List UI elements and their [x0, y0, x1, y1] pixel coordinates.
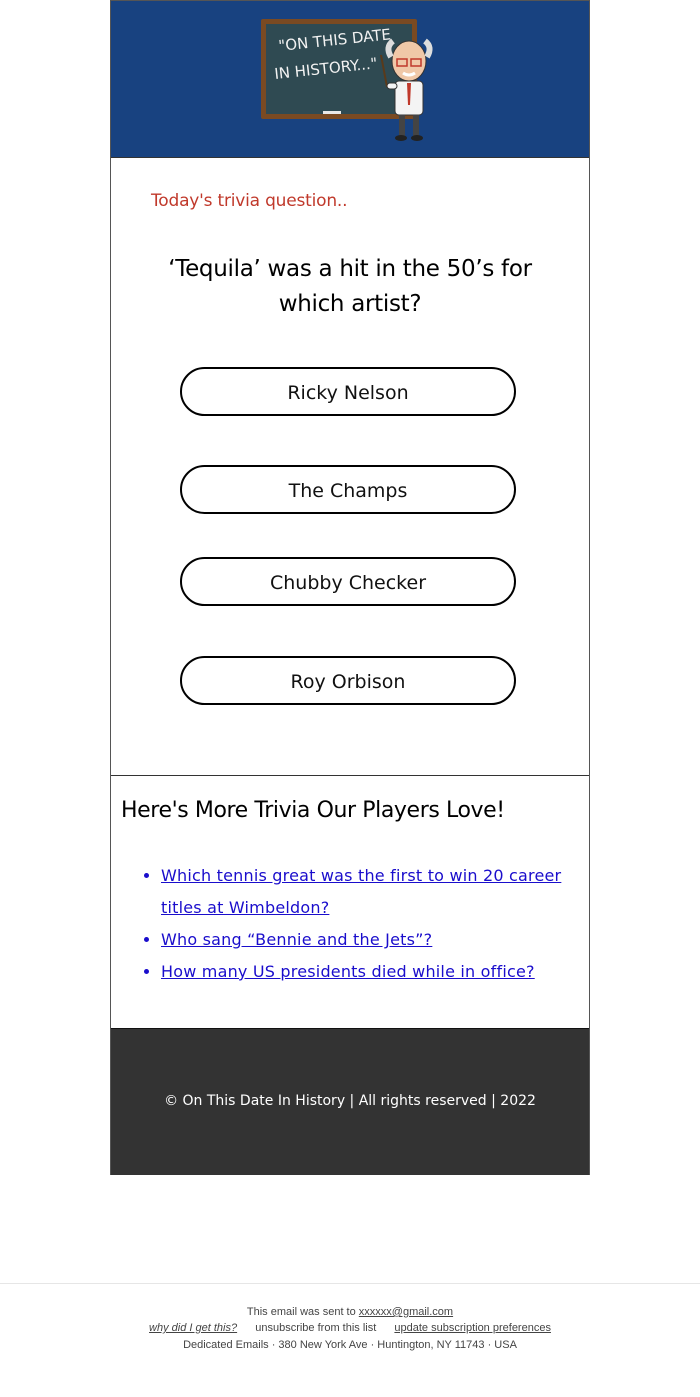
- why-link[interactable]: why did I get this?: [149, 1322, 238, 1334]
- more-trivia-heading: Here's More Trivia Our Players Love!: [121, 798, 505, 823]
- sender-address: Dedicated Emails · 380 New York Ave · Huntington, NY 11743 · USA: [183, 1339, 517, 1351]
- more-trivia-list: [161, 860, 571, 988]
- logo-text-line1: "ON THIS DATE: [277, 25, 392, 55]
- unsubscribe-link[interactable]: unsubscribe from this list: [255, 1322, 377, 1334]
- more-trivia-section: [111, 775, 589, 1028]
- recipient-email-link[interactable]: xxxxxx@gmail.com: [358, 1306, 454, 1318]
- subscription-links: [0, 1322, 700, 1334]
- header-banner: [111, 1, 589, 158]
- answer-button-4[interactable]: Roy Orbison: [180, 656, 516, 705]
- list-item: [161, 860, 571, 924]
- sent-to-prefix: This email was sent to: [246, 1306, 356, 1318]
- copyright-text: © On This Date In History | All rights reserved | 2022: [164, 1093, 536, 1109]
- logo-text-line2: IN HISTORY...": [273, 54, 379, 83]
- answer-button-3[interactable]: Chubby Checker: [180, 557, 516, 606]
- email-footer: [0, 1283, 700, 1397]
- site-footer: [111, 1028, 589, 1175]
- answer-button-1[interactable]: Ricky Nelson: [180, 367, 516, 416]
- trivia-link-1[interactable]: Which tennis great was the first to win 20 career titles at Wimbeldon?: [161, 866, 562, 917]
- trivia-question-section: [111, 158, 589, 775]
- update-preferences-link[interactable]: update subscription preferences: [394, 1322, 551, 1334]
- trivia-question: ‘Tequila’ was a hit in the 50’s for which artist?: [168, 256, 532, 317]
- chalk-piece: [323, 111, 341, 114]
- sent-to-line: [0, 1306, 700, 1318]
- list-item: [161, 956, 571, 988]
- trivia-link-2[interactable]: Who sang “Bennie and the Jets”?: [161, 930, 433, 949]
- trivia-intro: Today's trivia question..: [151, 191, 348, 211]
- answer-button-2[interactable]: The Champs: [180, 465, 516, 514]
- trivia-link-3[interactable]: How many US presidents died while in office?: [161, 962, 535, 981]
- on-this-date-logo: [259, 17, 441, 143]
- list-item: [161, 924, 571, 956]
- email-card: [110, 0, 590, 1175]
